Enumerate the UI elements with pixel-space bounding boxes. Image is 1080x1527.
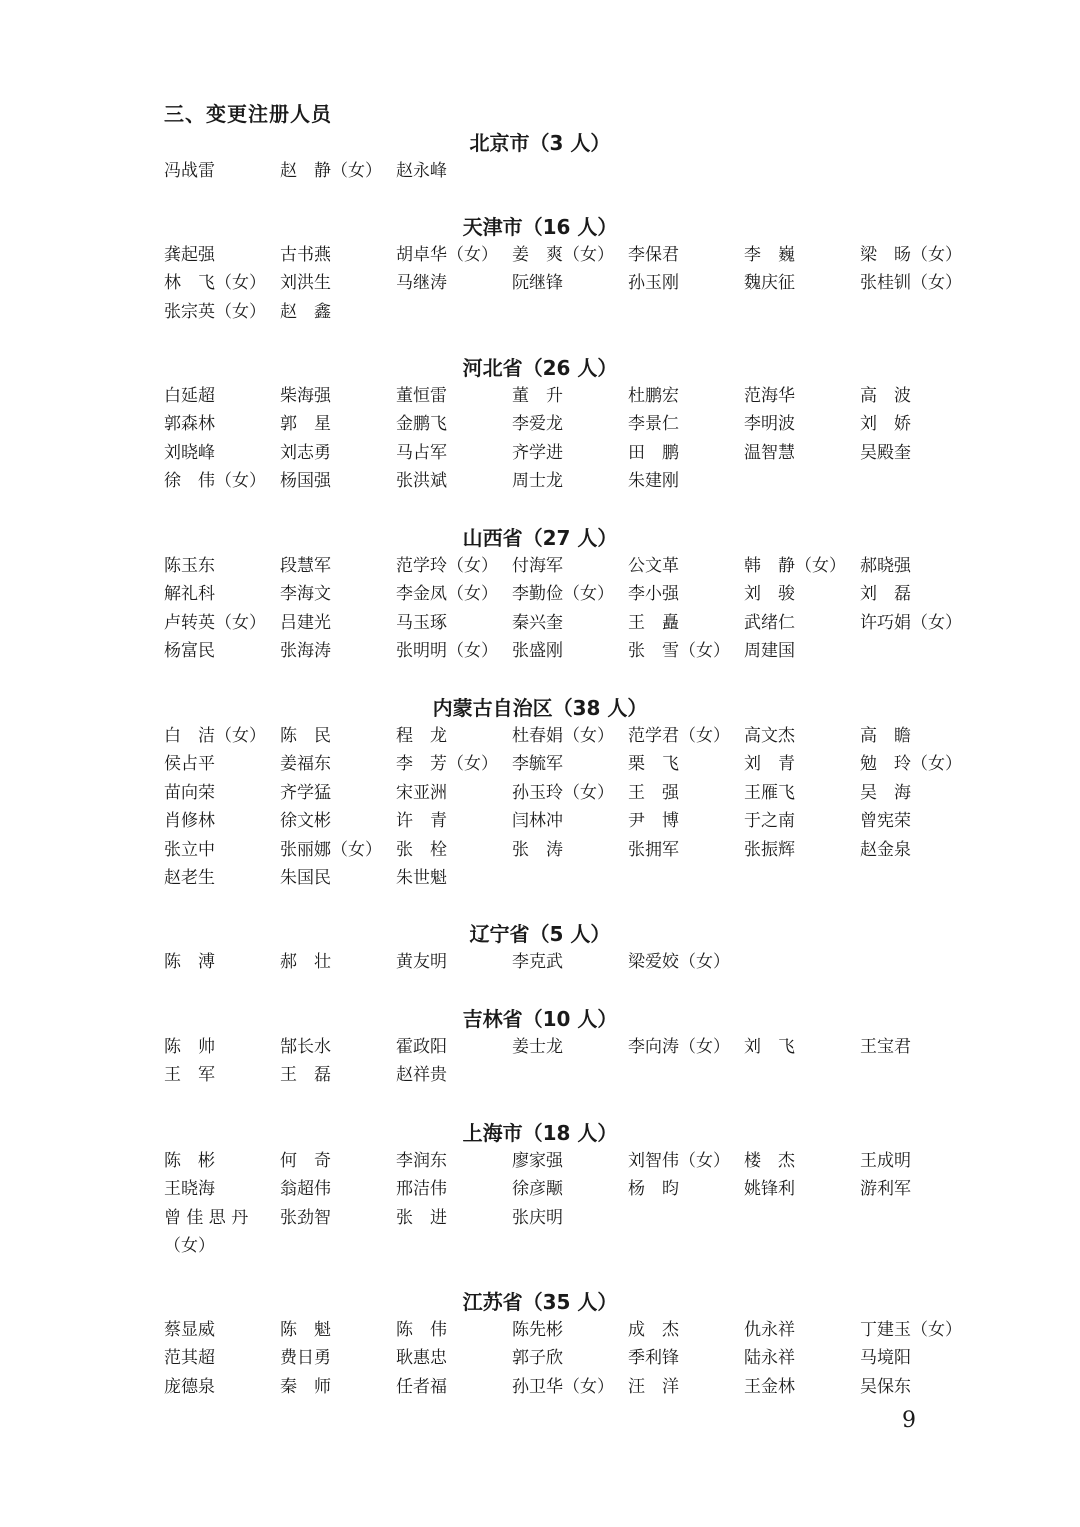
person-name: 黄友明 bbox=[396, 952, 447, 972]
name-list bbox=[164, 157, 976, 185]
person-name: 孙玉玲（女） bbox=[512, 782, 614, 803]
person-name: 霍政阳 bbox=[396, 1037, 447, 1057]
person-name: 费日勇 bbox=[280, 1348, 331, 1369]
person-name: 齐学进 bbox=[512, 442, 563, 463]
person-name: 刘 飞 bbox=[744, 1037, 795, 1057]
person-name: 刘智伟（女） bbox=[628, 1151, 730, 1171]
person-name: 刘志勇 bbox=[280, 442, 331, 463]
person-name: 季利锋 bbox=[628, 1348, 679, 1369]
person-name: 游利军 bbox=[860, 1179, 911, 1200]
person-name: 姜士龙 bbox=[512, 1037, 563, 1057]
person-name: 张振辉 bbox=[744, 839, 795, 860]
person-name: 刘晓峰 bbox=[164, 442, 215, 463]
person-name: 白延超 bbox=[164, 386, 215, 406]
region-title: 山西省（27 人） bbox=[462, 526, 618, 550]
person-name: 栗 飞 bbox=[628, 754, 679, 775]
person-name: 郝 壮 bbox=[280, 952, 331, 972]
person-name: 马继涛 bbox=[396, 273, 447, 294]
person-name: 陈玉东 bbox=[164, 556, 215, 576]
person-name: 马占军 bbox=[396, 442, 447, 463]
person-name: 李海文 bbox=[280, 584, 331, 605]
person-name: 张丽娜（女） bbox=[280, 839, 382, 860]
name-list bbox=[164, 1147, 976, 1256]
person-name: 陈 溥 bbox=[164, 952, 215, 972]
person-name: 段慧军 bbox=[280, 556, 331, 576]
person-name: 陈 民 bbox=[280, 726, 331, 746]
person-name: 杨国强 bbox=[280, 471, 331, 492]
person-name: 范其超 bbox=[164, 1348, 215, 1369]
person-name: 郭 星 bbox=[280, 414, 331, 435]
name-list bbox=[164, 948, 976, 976]
person-name: 陈 魁 bbox=[280, 1320, 331, 1340]
person-name: 张劲智 bbox=[280, 1207, 331, 1228]
person-name: 程 龙 bbox=[396, 726, 447, 746]
person-name: 赵 鑫 bbox=[280, 301, 331, 322]
person-name: 秦 师 bbox=[280, 1376, 331, 1397]
person-name: 王雁飞 bbox=[744, 782, 795, 803]
person-name: 王 磊 bbox=[280, 1065, 331, 1086]
person-name: 付海军 bbox=[512, 556, 563, 576]
person-name: 赵金泉 bbox=[860, 839, 911, 860]
person-name: 温智慧 bbox=[744, 442, 795, 463]
person-name: 高 瞻 bbox=[860, 726, 911, 746]
person-name: 楼 杰 bbox=[744, 1151, 795, 1171]
person-name: 张宗英（女） bbox=[164, 301, 266, 322]
person-name: 范学玲（女） bbox=[396, 556, 498, 576]
name-list bbox=[164, 1316, 976, 1401]
name-list bbox=[164, 382, 976, 496]
name-list bbox=[164, 1033, 976, 1090]
person-name: 何 奇 bbox=[280, 1151, 331, 1171]
region-title: 江苏省（35 人） bbox=[462, 1290, 618, 1314]
person-name: 张盛刚 bbox=[512, 641, 563, 662]
person-name: 赵 静（女） bbox=[280, 161, 382, 181]
person-name: 吕建光 bbox=[280, 612, 331, 633]
person-name: 吴殿奎 bbox=[860, 442, 911, 463]
person-name: 蔡显威 bbox=[164, 1320, 215, 1340]
person-name: 马玉琢 bbox=[396, 612, 447, 633]
person-name: 李润东 bbox=[396, 1151, 447, 1171]
person-name: 陈 彬 bbox=[164, 1151, 215, 1171]
person-name: 李勤俭（女） bbox=[512, 584, 614, 605]
person-name: 冯战雷 bbox=[164, 161, 215, 181]
person-name: 魏庆征 bbox=[744, 273, 795, 294]
person-name: 许 青 bbox=[396, 811, 447, 832]
person-name: 龚起强 bbox=[164, 245, 215, 265]
person-name: 张立中 bbox=[164, 839, 215, 860]
person-name: 郝晓强 bbox=[860, 556, 911, 576]
region-title: 上海市（18 人） bbox=[462, 1121, 618, 1145]
person-name: 李 巍 bbox=[744, 245, 795, 265]
page-number: 9 bbox=[902, 1408, 916, 1433]
region-title: 辽宁省（5 人） bbox=[469, 922, 611, 946]
person-name: 勉 玲（女） bbox=[860, 754, 962, 775]
person-name: 李爱龙 bbox=[512, 414, 563, 435]
person-name: 苗向荣 bbox=[164, 782, 215, 803]
person-name: 侯占平 bbox=[164, 754, 215, 775]
region-title: 河北省（26 人） bbox=[462, 356, 618, 380]
person-name: 齐学猛 bbox=[280, 782, 331, 803]
person-name: 李克武 bbox=[512, 952, 563, 972]
person-name: 杜春娟（女） bbox=[512, 726, 614, 746]
person-name: 胡卓华（女） bbox=[396, 245, 498, 265]
person-name: 梁 旸（女） bbox=[860, 245, 962, 265]
person-name: 赵老生 bbox=[164, 867, 215, 888]
person-name: 柴海强 bbox=[280, 386, 331, 406]
person-name: 汪 洋 bbox=[628, 1376, 679, 1397]
person-name: 王 强 bbox=[628, 782, 679, 803]
person-name: 许巧娟（女） bbox=[860, 612, 962, 633]
person-name: 梁爱姣（女） bbox=[628, 952, 730, 972]
person-name: 孙卫华（女） bbox=[512, 1376, 614, 1397]
person-name: 姚锋利 bbox=[744, 1179, 795, 1200]
person-name: 赵祥贵 bbox=[396, 1065, 447, 1086]
person-name: 郭子欣 bbox=[512, 1348, 563, 1369]
person-name: 张 栓 bbox=[396, 839, 447, 860]
person-name: 陈 伟 bbox=[396, 1320, 447, 1340]
person-name: 王宝君 bbox=[860, 1037, 911, 1057]
person-name: 刘洪生 bbox=[280, 273, 331, 294]
person-name: 曾宪荣 bbox=[860, 811, 911, 832]
person-name: 周士龙 bbox=[512, 471, 563, 492]
person-name: 金鹏飞 bbox=[396, 414, 447, 435]
person-name: 王成明 bbox=[860, 1151, 911, 1171]
section-heading: 三、变更注册人员 bbox=[164, 102, 332, 126]
person-name: 阮继锋 bbox=[512, 273, 563, 294]
person-name: 朱建刚 bbox=[628, 471, 679, 492]
person-name: 耿惠忠 bbox=[396, 1348, 447, 1369]
person-name: 张海涛 bbox=[280, 641, 331, 662]
person-name: 刘 磊 bbox=[860, 584, 911, 605]
person-name: 王晓海 bbox=[164, 1179, 215, 1200]
region-title: 天津市（16 人） bbox=[462, 215, 618, 239]
person-name: 韩 静（女） bbox=[744, 556, 846, 576]
person-name: 刘 娇 bbox=[860, 414, 911, 435]
person-name: 董 升 bbox=[512, 386, 563, 406]
person-name: 李金凤（女） bbox=[396, 584, 498, 605]
person-name: 李景仁 bbox=[628, 414, 679, 435]
person-name: 杨富民 bbox=[164, 641, 215, 662]
person-name: 古书燕 bbox=[280, 245, 331, 265]
person-name: 于之南 bbox=[744, 811, 795, 832]
person-name: 高 波 bbox=[860, 386, 911, 406]
person-name: 林 飞（女） bbox=[164, 273, 266, 294]
person-name: 张拥军 bbox=[628, 839, 679, 860]
person-name: 李小强 bbox=[628, 584, 679, 605]
name-list bbox=[164, 722, 976, 892]
person-name: 丁建玉（女） bbox=[860, 1320, 962, 1340]
person-name: 高文杰 bbox=[744, 726, 795, 746]
person-name: 李保君 bbox=[628, 245, 679, 265]
person-name: 徐文彬 bbox=[280, 811, 331, 832]
person-name: 王 军 bbox=[164, 1065, 215, 1086]
person-name: 李毓军 bbox=[512, 754, 563, 775]
person-name: 武绪仁 bbox=[744, 612, 795, 633]
person-name: 陆永祥 bbox=[744, 1348, 795, 1369]
person-name: 姜 爽（女） bbox=[512, 245, 614, 265]
person-name: 张 雪（女） bbox=[628, 641, 730, 662]
person-name: 李明波 bbox=[744, 414, 795, 435]
person-name: 公文革 bbox=[628, 556, 679, 576]
person-name: 邢洁伟 bbox=[396, 1179, 447, 1200]
person-name: 陈先彬 bbox=[512, 1320, 563, 1340]
person-name: 卢转英（女） bbox=[164, 612, 266, 633]
person-name: 朱国民 bbox=[280, 867, 331, 888]
person-name: 翁超伟 bbox=[280, 1179, 331, 1200]
person-name: 郜长水 bbox=[280, 1037, 331, 1057]
person-name: 刘 骏 bbox=[744, 584, 795, 605]
person-name: 吴保东 bbox=[860, 1376, 911, 1397]
person-name: 肖修林 bbox=[164, 811, 215, 832]
person-name: 范海华 bbox=[744, 386, 795, 406]
person-name: 张洪斌 bbox=[396, 471, 447, 492]
person-name: 成 杰 bbox=[628, 1320, 679, 1340]
person-name: 曾 佳 思 丹 （女） bbox=[164, 1207, 249, 1256]
person-name: 李向涛（女） bbox=[628, 1037, 730, 1057]
person-name: 郭森林 bbox=[164, 414, 215, 435]
person-name: 张 进 bbox=[396, 1207, 447, 1228]
person-name: 李 芳（女） bbox=[396, 754, 498, 775]
person-name: 秦兴奎 bbox=[512, 612, 563, 633]
name-list bbox=[164, 241, 976, 326]
person-name: 张庆明 bbox=[512, 1207, 563, 1228]
person-name: 姜福东 bbox=[280, 754, 331, 775]
region-title: 吉林省（10 人） bbox=[462, 1007, 618, 1031]
person-name: 白 洁（女） bbox=[164, 726, 266, 746]
region-title: 内蒙古自治区（38 人） bbox=[432, 696, 648, 720]
person-name: 董恒雷 bbox=[396, 386, 447, 406]
person-name: 朱世魁 bbox=[396, 867, 447, 888]
person-name: 庞德泉 bbox=[164, 1376, 215, 1397]
person-name: 廖家强 bbox=[512, 1151, 563, 1171]
person-name: 宋亚洲 bbox=[396, 782, 447, 803]
person-name: 徐彦颙 bbox=[512, 1179, 563, 1200]
person-name: 孙玉刚 bbox=[628, 273, 679, 294]
person-name: 任者福 bbox=[396, 1376, 447, 1397]
person-name: 王 矗 bbox=[628, 612, 679, 633]
person-name: 马境阳 bbox=[860, 1348, 911, 1369]
person-name: 张明明（女） bbox=[396, 641, 498, 662]
person-name: 杜鹏宏 bbox=[628, 386, 679, 406]
name-list bbox=[164, 552, 976, 666]
person-name: 徐 伟（女） bbox=[164, 471, 266, 492]
person-name: 陈 帅 bbox=[164, 1037, 215, 1057]
person-name: 田 鹏 bbox=[628, 442, 679, 463]
person-name: 解礼科 bbox=[164, 584, 215, 605]
person-name: 范学君（女） bbox=[628, 726, 730, 746]
person-name: 王金林 bbox=[744, 1376, 795, 1397]
person-name: 赵永峰 bbox=[396, 161, 447, 181]
person-name: 周建国 bbox=[744, 641, 795, 662]
person-name: 张桂钏（女） bbox=[860, 273, 962, 294]
region-title: 北京市（3 人） bbox=[469, 131, 611, 155]
person-name: 刘 青 bbox=[744, 754, 795, 775]
person-name: 张 涛 bbox=[512, 839, 563, 860]
person-name: 闫林冲 bbox=[512, 811, 563, 832]
person-name: 杨 昀 bbox=[628, 1179, 679, 1200]
person-name: 尹 博 bbox=[628, 811, 679, 832]
person-name: 吴 海 bbox=[860, 782, 911, 803]
person-name: 仇永祥 bbox=[744, 1320, 795, 1340]
